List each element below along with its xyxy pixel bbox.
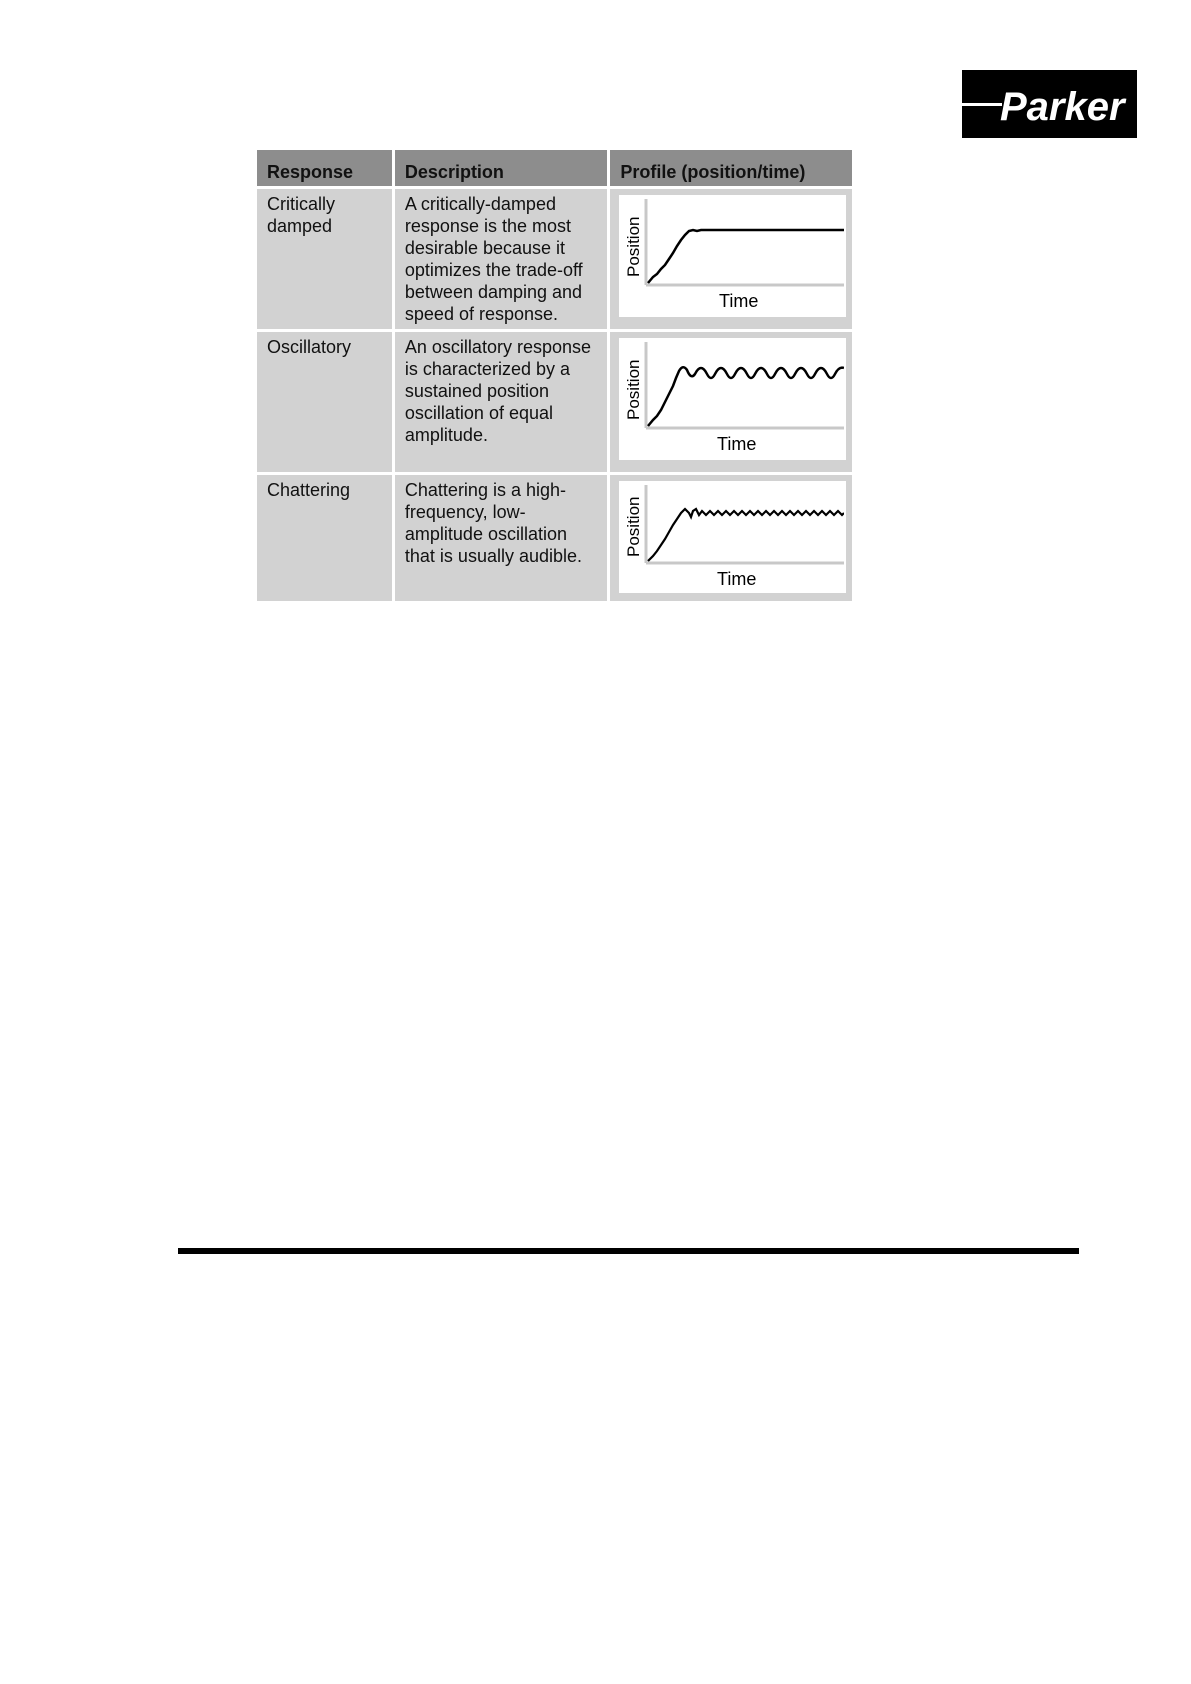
description-cell: An oscillatory response is characterized by a sustained position oscillation of equal amplitude. [395, 332, 607, 472]
header-profile: Profile (position/time) [610, 150, 852, 186]
y-axis-label: Position [624, 359, 644, 420]
profile-cell [610, 475, 852, 601]
profile-cell [610, 332, 852, 472]
footer-divider [178, 1248, 1079, 1254]
table-row [257, 189, 852, 329]
parker-logo [962, 70, 1137, 138]
response-table [254, 147, 855, 604]
profile-curve [648, 509, 844, 561]
header-response: Response [257, 150, 392, 186]
description-cell: Chattering is a high-frequency, low-amplitude oscillation that is usually audible. [395, 475, 607, 601]
x-axis-label: Time [717, 434, 757, 454]
y-axis-label: Position [624, 496, 644, 557]
header-description: Description [395, 150, 607, 186]
profile-curve [648, 367, 844, 426]
response-cell: Critically damped [257, 189, 392, 329]
x-axis-label: Time [719, 291, 759, 311]
profile-plot-chattering [619, 481, 846, 593]
logo-wordmark: Parker [1000, 85, 1125, 129]
response-cell: Chattering [257, 475, 392, 601]
table-row [257, 332, 852, 472]
x-axis-label: Time [717, 569, 757, 589]
table-row [257, 475, 852, 601]
profile-cell [610, 189, 852, 329]
description-cell: A critically-damped response is the most desirable because it optimizes the trade-off between damping and speed of response. [395, 189, 607, 329]
profile-curve [648, 230, 844, 283]
response-cell: Oscillatory [257, 332, 392, 472]
table-header-row [257, 150, 852, 186]
profile-plot-critically-damped [619, 195, 846, 317]
y-axis-label: Position [624, 216, 644, 277]
profile-plot-oscillatory [619, 338, 846, 460]
